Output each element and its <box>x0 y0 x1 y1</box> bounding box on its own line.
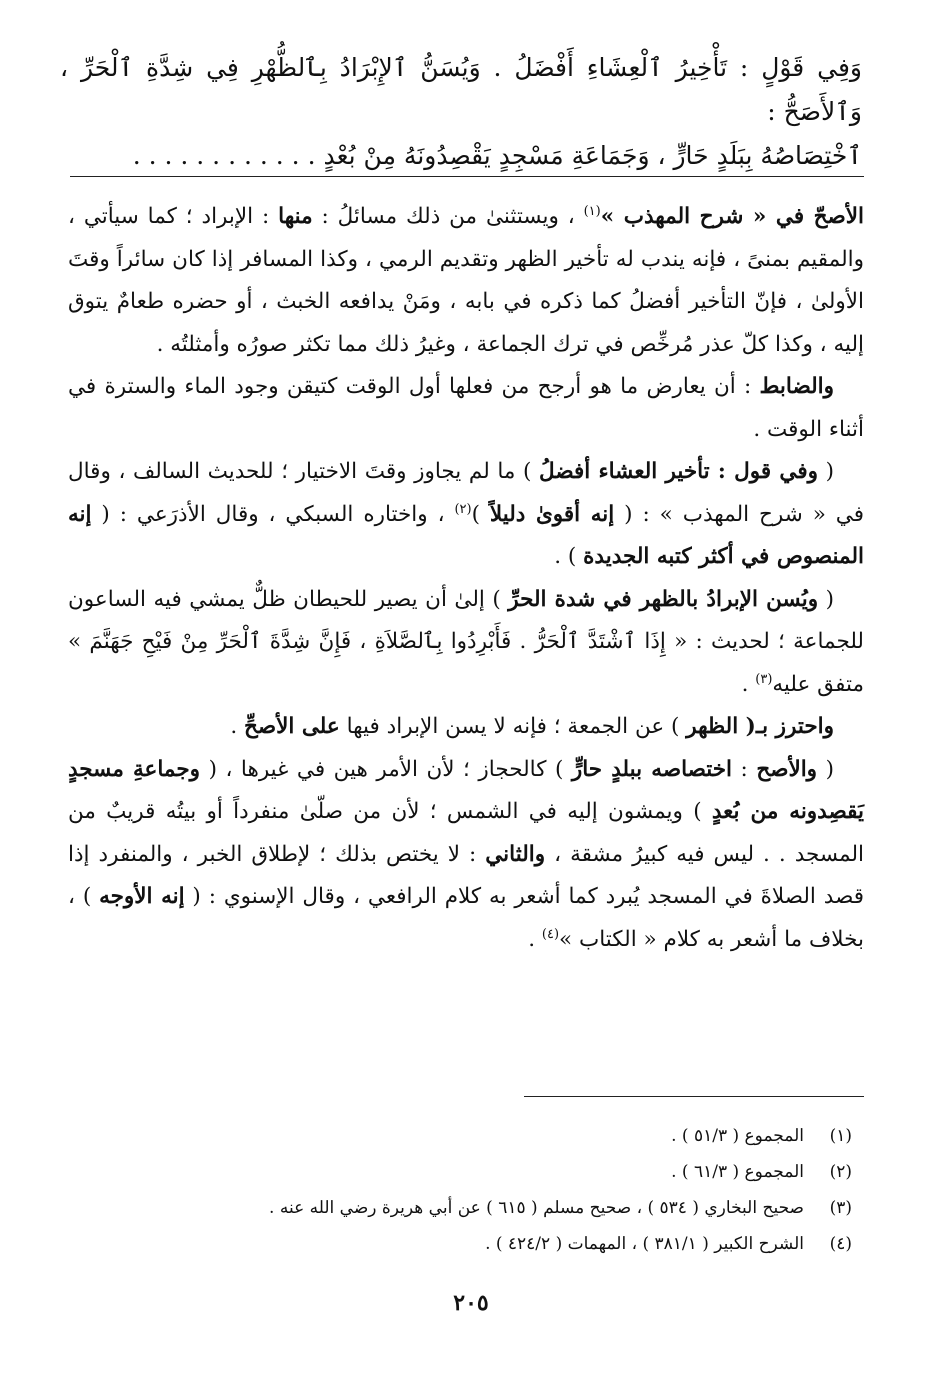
footnote-ref-3: (٣) <box>755 671 773 687</box>
p6-text-g: ) ويمشون إليه في الشمس ؛ لأن من صلّىٰ منفرداً أو بيتُه قريبٌ من المسجد . . ليس فيه كبيرُ مشقة ، <box>68 799 864 867</box>
p3-text-e: ) <box>471 501 490 527</box>
page-number: ٢٠٥ <box>453 1290 489 1316</box>
footnote-1-text: المجموع ( ٥١/٣ ) . <box>671 1126 804 1146</box>
footnote-ref-4: (٤) <box>541 926 560 942</box>
footnote-separator <box>524 1096 864 1097</box>
footnote-1 <box>70 1118 852 1154</box>
footnote-ref-2: (٢) <box>454 501 472 517</box>
p6-text-c: : <box>732 756 757 782</box>
p1-bold-a: الأصحّ في « شرح المهذب » <box>600 204 865 229</box>
footnote-ref-1: (١) <box>583 203 601 219</box>
matn-line-1: وَفِي قَوْلٍ : تَأْخِيرُ ٱلْعِشَاءِ أَفْضَلُ . وَيُسَنُّ ٱلإِبْرَادُ بِٱلظُّهْرِ فِي شِدَّةِ ٱلْحَرِّ ، وَٱلأَصَحُّ : <box>60 53 862 126</box>
p6-text-k: ) ، بخلاف ما أشعر به كلام « الكتاب » <box>68 884 864 952</box>
p5-bold-b: الظهر <box>686 714 739 739</box>
p2-text-b: : أن يعارض ما هو أرجح من فعلها أول الوقت كتيقن وجود الماء والسترة في أثناء الوقت . <box>68 374 864 442</box>
p5-bold-a: واحترز بـ( <box>738 714 834 739</box>
matn-text <box>60 46 862 178</box>
p5-text-c: ) عن الجمعة ؛ فإنه لا يسن الإبراد فيها <box>339 714 687 739</box>
p4-text-d: . <box>741 671 756 697</box>
footnote-2 <box>70 1154 852 1190</box>
sharh-paragraph-2 <box>68 366 864 451</box>
footnote-2-text: المجموع ( ٦١/٣ ) . <box>671 1162 804 1182</box>
p4-text-a: ( <box>818 586 834 612</box>
footnote-4-number: (٤) <box>829 1234 852 1254</box>
footnote-3 <box>70 1190 852 1226</box>
sharh-paragraph-1 <box>68 196 864 366</box>
p4-bold-b: ويُسن الإبرادُ بالظهر في شدة الحرِّ <box>508 586 819 612</box>
p6-text-a: ( <box>817 756 834 782</box>
matn-separator <box>70 176 864 177</box>
p1-bold-c: منها <box>278 204 313 229</box>
matn-line-2 <box>60 134 862 178</box>
matn-line-2-text: ٱخْتِصَاصُهُ بِبَلَدٍ حَارٍّ ، وَجَمَاعَةِ مَسْجِدٍ يَقْصِدُونَهُ مِنْ بُعْدٍ . <box>307 141 862 170</box>
p4-text-c: ) إلىٰ أن يصير للحيطان ظلٌّ يمشي فيه الساعون للجماعة ؛ لحديث : « إِذَا ٱشْتَدَّ ٱلْحَرُّ . فَأَبْرِدُوا بِٱلصَّلاَةِ ، فَإِنَّ شِدَّةَ ٱلْحَرِّ مِنْ فَيْحِ جَهَنَّمَ » متفق عليه <box>68 586 864 697</box>
p1-text-b: ، ويستثنىٰ من ذلك مسائلُ : <box>312 204 584 229</box>
p3-bold-d: إنه أقوىٰ دليلاً <box>489 501 615 527</box>
p3-text-f: ، واختاره السبكي ، وقال الأذرَعي : ( <box>91 501 455 527</box>
p5-bold-d: على الأصحِّ <box>244 714 340 739</box>
p5-text-e: . <box>230 714 245 739</box>
footnote-2-number: (٢) <box>829 1162 852 1182</box>
sharh-paragraph-6 <box>68 749 864 962</box>
p6-bold-h: والثاني <box>485 841 546 867</box>
sharh-paragraph-3 <box>68 451 864 579</box>
matn-dots: . . . . . . . . . . . <box>132 141 300 170</box>
p6-text-l: . <box>528 926 542 952</box>
footnote-4-text: الشرح الكبير ( ٣٨١/١ ) ، المهمات ( ٤٢٤/٢ ) . <box>485 1234 804 1254</box>
p6-bold-d: اختصاصه ببلدٍ حارٍّ <box>571 756 733 782</box>
p1-text-d: : الإبراد ؛ كما سيأتي ، والمقيم بمنىً ، فإنه يندب له تأخير الظهر وتقديم الرمي ، وكذا المسافر إذا كان سائراً وقتَ الأولىٰ ، فإنّ التأخير أفضلُ كما ذكره في بابه ، ومَنْ يدافعه الخبث ، أو حضره طعامٌ يتوق إليه ، وكذا كلّ عذر مُرخِّص في ترك الجماعة ، وغيرُ ذلك مما تكثر صورُه وأمثلتُه . <box>68 204 864 357</box>
p3-text-c: ) ما لم يجاوز وقتَ الاختيار ؛ للحديث السالف ، وقال في « شرح المهذب » : ( <box>68 459 864 527</box>
p6-bold-f: وجماعةِ مسجدٍ يَقصِدونه من بُعدٍ <box>68 756 864 824</box>
footnote-4 <box>70 1226 852 1262</box>
sharh-paragraph-5 <box>68 706 864 749</box>
footnote-1-number: (١) <box>829 1126 852 1146</box>
footnote-3-text: صحيح البخاري ( ٥٣٤ ) ، صحيح مسلم ( ٦١٥ ) عن أبي هريرة رضي الله عنه . <box>269 1198 804 1218</box>
footnotes <box>70 1118 852 1262</box>
p6-bold-j: إنه الأوجه <box>99 884 185 909</box>
p6-text-e: ) كالحجاز ؛ لأن الأمر هين في غيرها ، ( <box>200 756 572 782</box>
p3-bold-g: إنه المنصوص في أكثر كتبه الجديدة <box>68 501 864 569</box>
footnote-3-number: (٣) <box>829 1198 852 1218</box>
sharh-text <box>68 196 864 961</box>
sharh-paragraph-4 <box>68 579 864 707</box>
p3-bold-b: وفي قول : تأخير العشاء أفضلُ <box>539 459 818 484</box>
p6-bold-b: والأصح <box>756 756 818 782</box>
p3-text-h: ) . <box>554 544 584 569</box>
p3-text-a: ( <box>817 459 834 484</box>
p6-text-i: : لا يختص بذلك ؛ لإطلاق الخبر ، والمنفرد إذا قصد الصلاةَ في المسجد يُبرد كما أشعر به كلام الرافعي ، وقال الإسنوي : ( <box>68 841 864 909</box>
p2-bold-a: والضابط <box>759 374 834 399</box>
